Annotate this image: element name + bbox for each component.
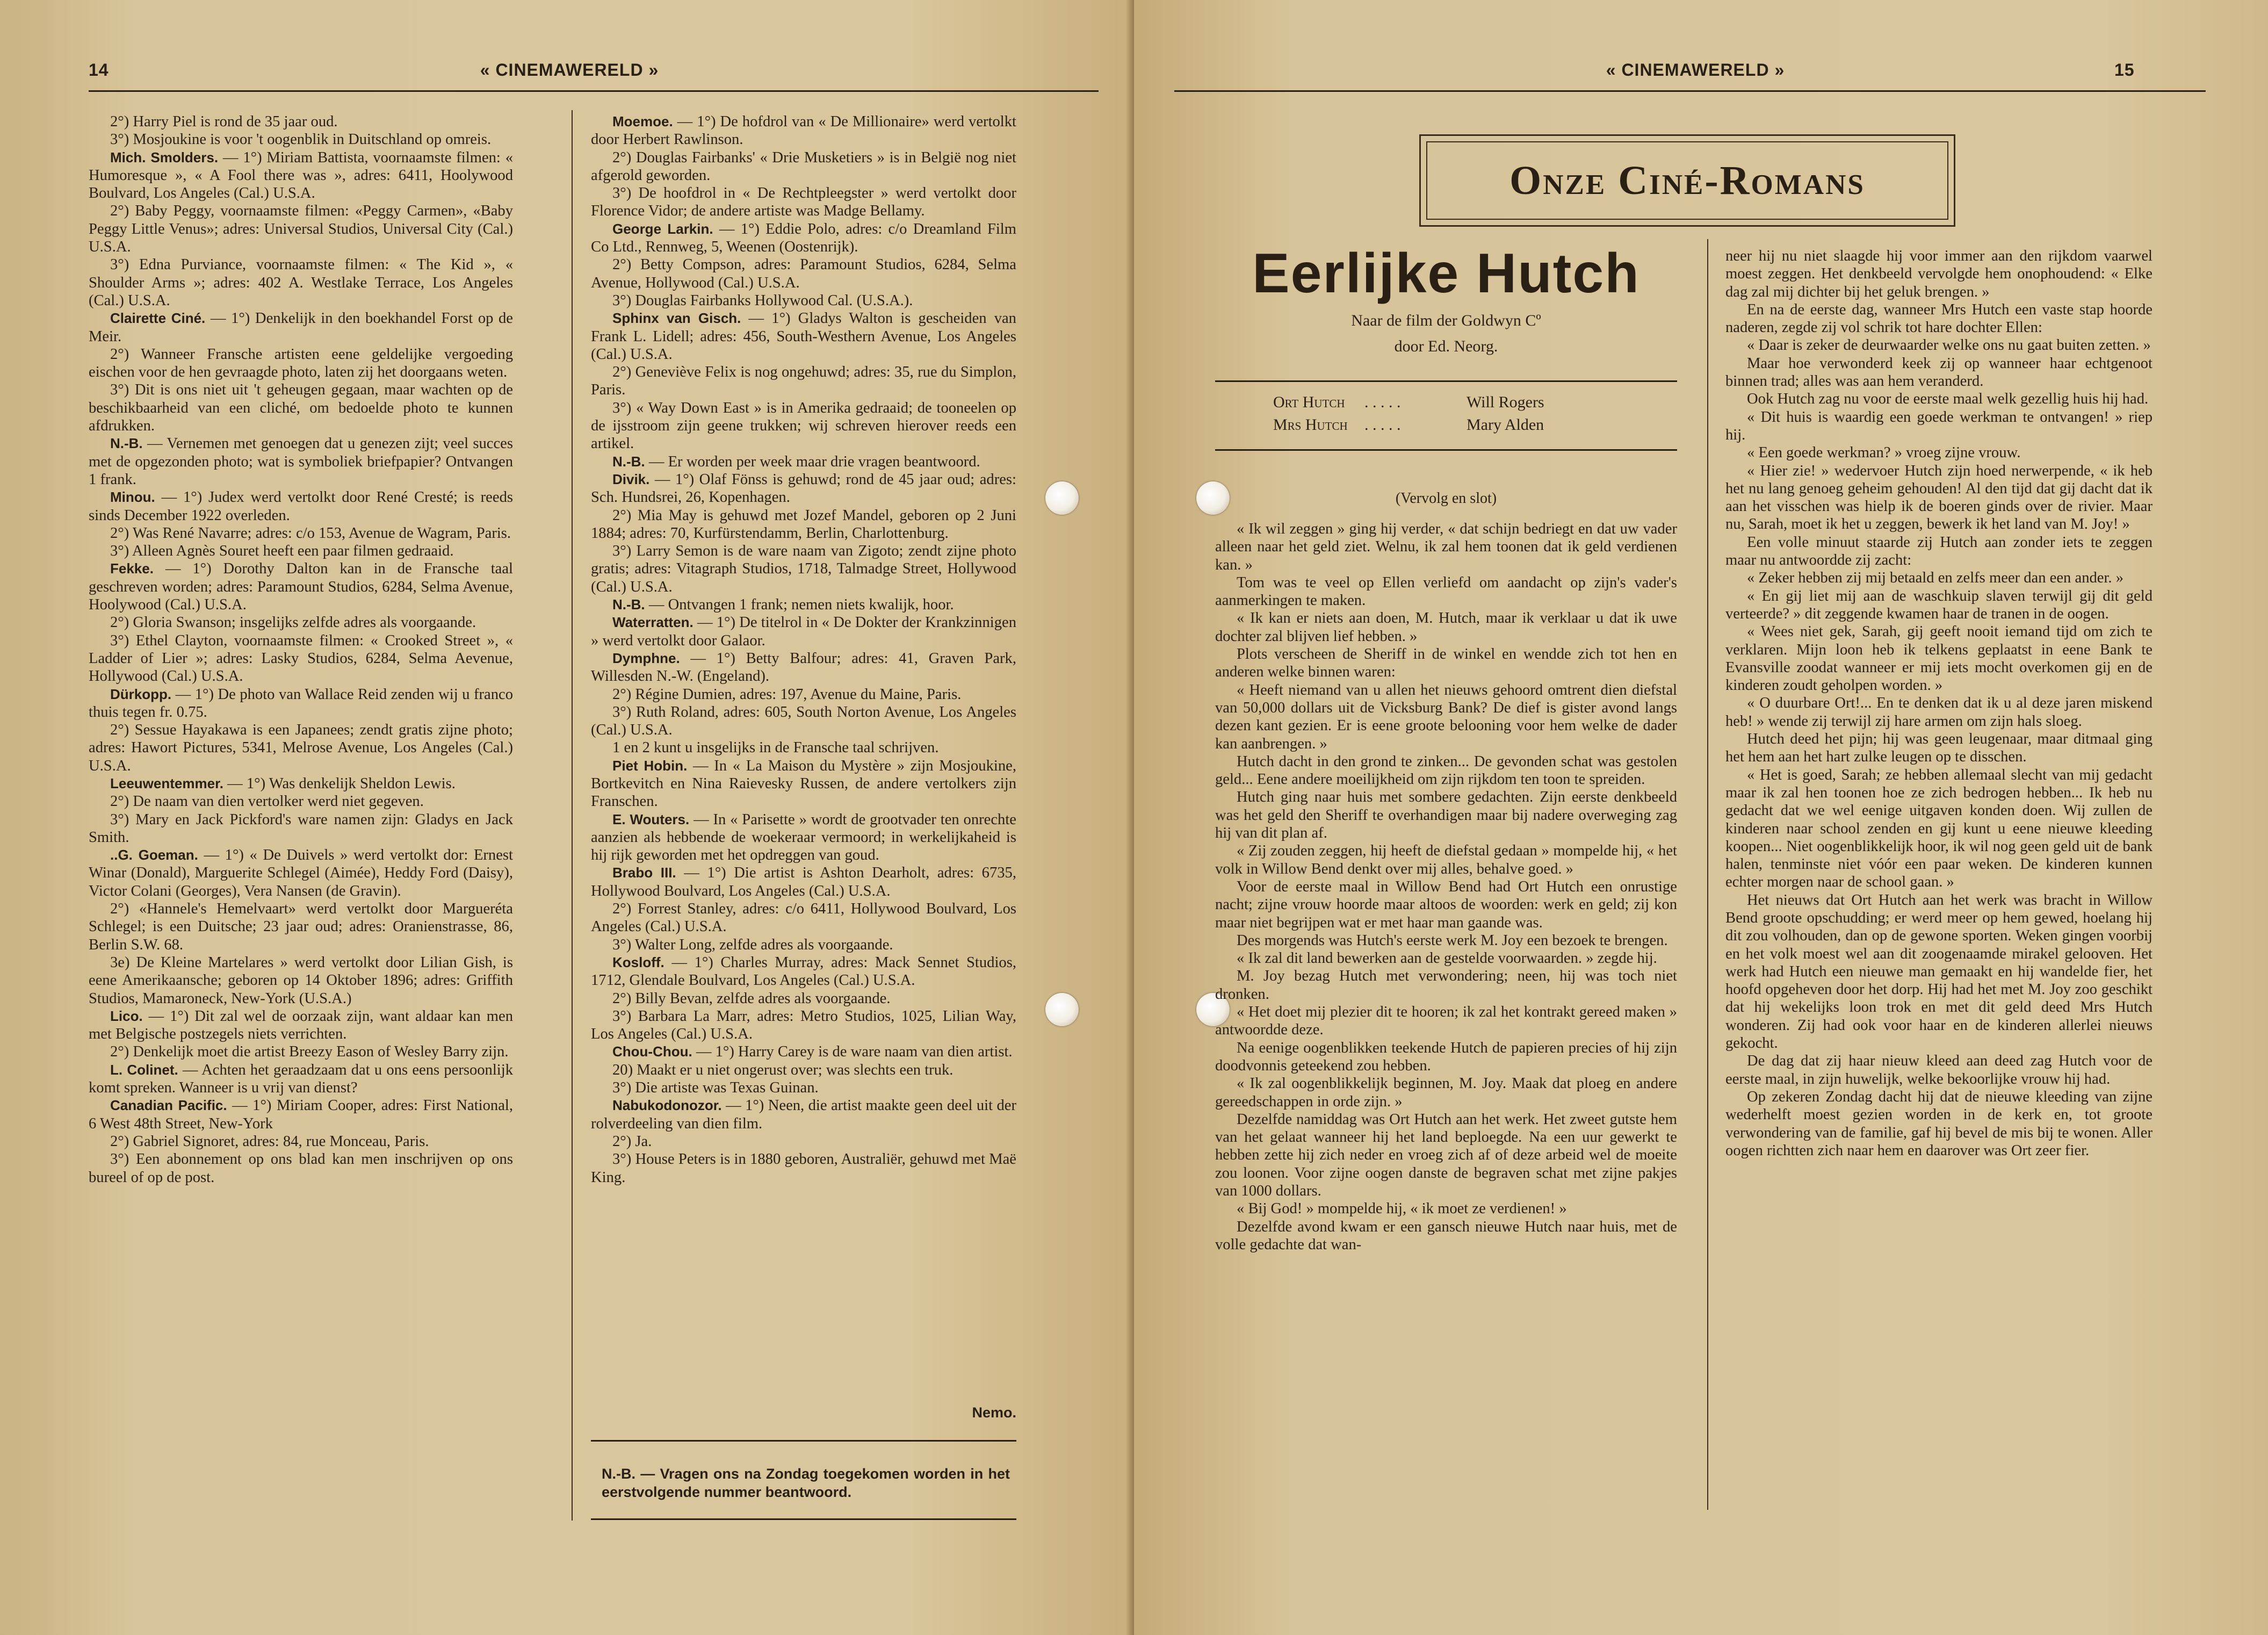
paragraph: Lico. — 1°) Dit zal wel de oorzaak zijn, want aldaar kan men met Belgische postzegels niets verrichten.	[89, 1007, 513, 1043]
paragraph: L. Colinet. — Achten het geraadzaam dat u ons eens persoonlijk komt spreken. Wanneer is u vrij van dienst?	[89, 1061, 513, 1097]
answers-column-1	[89, 113, 513, 1186]
paragraph: 2°) Geneviève Felix is nog ongehuwd; adres: 35, rue du Simplon, Paris.	[591, 364, 1016, 399]
punch-hole	[1045, 993, 1079, 1026]
paragraph: 3°) De hoofdrol in « De Rechtpleegster » werd vertolkt door Florence Vidor; de andere artiste was Madge Bellamy.	[591, 185, 1016, 220]
paragraph: Des morgends was Hutch's eerste werk M. Joy een bezoek te brengen.	[1237, 932, 1668, 949]
paragraph: Fekke. — 1°) Dorothy Dalton kan in de Fransche taal geschreven worden; adres: Paramount Studios, 6284, Selma Avenue, Hoolywood (Cal.) U.S.A.	[89, 560, 513, 614]
paragraph: « Hier zie! » wedervoer Hutch zijn hoed nerwerpende, « ik heb het nu lang genoeg geheim gehouden! Al den tijd dat gij dacht dat ik aan het visschen was hielp ik de boeren ginds over de rivier. Maar nu, Sarah, moet ik het u zeggen, bewerk ik het land van M. Joy! »	[1725, 462, 2153, 533]
vervolg-label: (Vervolg en slot)	[1395, 490, 1497, 507]
paragraph: 3°) Een abonnement op ons blad kan men inschrijven op ons bureel of op de post.	[89, 1151, 513, 1186]
paragraph: Op zekeren Zondag dacht hij dat de nieuwe kleeding van zijne wederhelft moest gezien worden in de kerk en, tot groote verwondering van de familie, gaf hij bevel de mis bij te wonen. Aller oogen richtten zich naar hem en daarover was Ort zeer fier.	[1725, 1088, 2153, 1159]
paragraph: 2°) Gabriel Signoret, adres: 84, rue Monceau, Paris.	[110, 1133, 429, 1150]
paragraph: Divik. — 1°) Olaf Fönss is gehuwd; rond de 45 jaar oud; adres: Sch. Hundsrei, 26, Kopenhagen.	[591, 471, 1016, 506]
cast-actor: Mary Alden	[1467, 416, 1544, 434]
note-rule-bottom	[591, 1518, 1016, 1520]
cast-row	[1273, 414, 1628, 436]
paragraph: Hutch ging naar huis met sombere gedachten. Zijn eerste denkbeeld was het geld den Sheriff te overhandigen maar bij nadere overweging zag hij van dit plan af.	[1215, 789, 1677, 842]
paragraph: Brabo III. — 1°) Die artist is Ashton Dearholt, adres: 6735, Hollywood Boulvard, Los Angeles (Cal.) U.S.A.	[591, 865, 1016, 899]
paragraph: « Daar is zeker de deurwaarder welke ons nu gaat buiten zetten. »	[1747, 337, 2151, 354]
paragraph: « Zij zouden zeggen, hij heeft de diefstal gedaan » mompelde hij, « het volk in Willow Bend denkt over mij alles, behalve goed. »	[1215, 842, 1677, 877]
note-rule-top	[591, 1440, 1016, 1442]
paragraph: 3°) Barbara La Marr, adres: Metro Studios, 1025, Lilian Way, Los Angeles (Cal.) U.S.A.	[591, 1007, 1016, 1043]
paragraph: 2°) Billy Bevan, zelfde adres als voorgaande.	[612, 990, 891, 1007]
running-header-right: « CINEMAWERELD »	[1606, 60, 1785, 80]
paragraph: 3°) Edna Purviance, voornaamste filmen: « The Kid », « Shoulder Arms »; adres: 402 A. Westlake Terrace, Los Angeles (Cal.) U.S.A.	[89, 256, 513, 309]
paragraph: « O duurbare Ort!... En te denken dat ik u al deze jaren miskend heb! » wende zij terwijl zij hare armen om zijn hals sloeg.	[1725, 695, 2153, 730]
paragraph: « Het doet mij plezier dit te hooren; ik zal het kontrakt gereed maken » antwoordde deze.	[1215, 1004, 1677, 1039]
paragraph: 3°) « Way Down East » is in Amerika gedraaid; de tooneelen op de ijsstroom zijn geene trukken; wij schreven hierover reeds een artikel.	[591, 399, 1016, 452]
paragraph: 2°) De naam van dien vertolker werd niet gegeven.	[110, 793, 424, 810]
paragraph: 3°) Alleen Agnès Souret heeft een paar filmen gedraaid.	[110, 543, 454, 560]
cast-role: Mrs Hutch	[1273, 416, 1348, 434]
paragraph: Sphinx van Gisch. — 1°) Gladys Walton is gescheiden van Frank L. Lidell; adres: 456, South-Westhern Avenue, Los Angeles (Cal.) U.S.A.	[591, 310, 1016, 363]
paragraph: Na eenige oogenblikken teekende Hutch de papieren precies of hij zijn doodvonnis geteekend zou hebben.	[1215, 1039, 1677, 1074]
paragraph: Hutch dacht in den grond te zinken... De gevonden schat was gestolen geld... Eene andere moeilijkheid om zijn rijkdom ten toon te spreiden.	[1215, 753, 1677, 788]
editor-note: N.-B. — Vragen ons na Zondag toegekomen worden in het eerstvolgende nummer beantwoord.	[602, 1466, 1010, 1500]
paragraph: 2°) Sessue Hayakawa is een Japanees; zendt gratis zijne photo; adres: Hawort Pictures, 5341, Melrose Avenue, Los Angeles (Cal.) U.S.A.	[89, 722, 513, 774]
cast-dots: . . . . .	[1364, 416, 1401, 434]
paragraph: N.-B. — Vernemen met genoegen dat u genezen zijt; veel succes met de opgezonden photo; wat is symboliek briefpapier? Ontvangen 1 frank.	[89, 435, 513, 488]
paragraph: Piet Hobin. — In « La Maison du Mystère » zijn Mosjoukine, Bortkevitch en Nina Raievesky Russen, de andere vertolkers zijn Franschen.	[591, 757, 1016, 810]
header-rule-left	[89, 90, 1099, 92]
paragraph: 3°) Ruth Roland, adres: 605, South Norton Avenue, Los Angeles (Cal.) U.S.A.	[591, 703, 1016, 739]
series-title: Onze Ciné-Romans	[1426, 141, 1948, 220]
cast-list	[1273, 391, 1628, 436]
paragraph: Kosloff. — 1°) Charles Murray, adres: Mack Sennet Studios, 1712, Glendale Boulvard, Los Angeles (Cal.) U.S.A.	[591, 954, 1016, 989]
cast-actor: Will Rogers	[1467, 393, 1544, 411]
paragraph: 3°) Dit is ons niet uit 't geheugen gegaan, maar wachten op de beschikbaarheid van een cliché, om bedoelde photo te kunnen afdrukken.	[89, 381, 513, 435]
paragraph: 2°) Baby Peggy, voornaamste filmen: «Peggy Carmen», «Baby Peggy Little Venus»; adres: Universal Studios, Universal City (Cal.) U.S.A.	[89, 203, 513, 256]
paragraph: Voor de eerste maal in Willow Bend had Ort Hutch een onrustige nacht; zijne vrouw hoorde maar altoos de woorden: werk en geld; zij kon maar niet begrijpen wat er met haar man gaande was.	[1215, 878, 1677, 931]
paragraph: ..G. Goeman. — 1°) « De Duivels » werd vertolkt dor: Ernest Winar (Donald), Marguerite Schlegel (Aimée), Heddy Ford (Daisy), Victor Colani (Georges), Vera Nansen (de Gravin).	[89, 847, 513, 899]
paragraph: « Een goede werkman? » vroeg zijne vrouw.	[1747, 444, 2021, 462]
paragraph: 3°) Walter Long, zelfde adres als voorgaande.	[612, 936, 893, 953]
paragraph: « Het is goed, Sarah; ze hebben allemaal slecht van mij gedacht maar ik zal hen toonen hoe ze zich bedrogen hebben... Ik heb nu gedacht dat we wel eenige uitgaven konden doen. Wij zullen de kinderen naar school zenden en gij kunt u eene nieuwe kleeding koopen... Niet oogenblikkelijk hoor, ik wil nog geen geld uit de bank halen, tenminste niet vóór een paar weken. De kinderen kunnen echter morgen naar de school gaan. »	[1725, 766, 2153, 891]
paragraph: « En gij liet mij aan de waschkuip slaven terwijl gij dit geld verteerde? » dit zeggende kwamen haar de tranen in de oogen.	[1725, 587, 2153, 622]
paragraph: E. Wouters. — In « Parisette » wordt de grootvader ten onrechte aanzien als hebbende de woekeraar vermoord; in werkelijkaheid is hij rijk geworden met het opdreggen van goud.	[591, 811, 1016, 864]
paragraph: Chou-Chou. — 1°) Harry Carey is de ware naam van dien artist.	[612, 1043, 1013, 1061]
paragraph: Clairette Ciné. — 1°) Denkelijk in den boekhandel Forst op de Meir.	[89, 310, 513, 345]
paragraph: N.-B. — Ontvangen 1 frank; nemen niets kwalijk, hoor.	[612, 596, 954, 614]
paragraph: Hutch deed het pijn; hij was geen leugenaar, maar ditmaal ging het hem aan het hart zulke leugen op te disschen.	[1725, 731, 2153, 766]
cast-rule-top	[1215, 380, 1677, 382]
paragraph: Nabukodonozor. — 1°) Neen, die artist maakte geen deel uit der rolverdeeling van dien film.	[591, 1097, 1016, 1132]
paragraph: Dymphne. — 1°) Betty Balfour; adres: 41, Graven Park, Willesden N.-W. (Engeland).	[591, 650, 1016, 685]
paragraph: Maar hoe verwonderd keek zij op wanneer haar echtgenoot binnen trad; alles was aan hem veranderd.	[1725, 355, 2153, 390]
signature: Nemo.	[972, 1404, 1016, 1421]
paragraph: 2°) Ja.	[612, 1133, 652, 1150]
page-number-left: 14	[89, 60, 109, 80]
paragraph: 2°) «Hannele's Hemelvaart» werd vertolkt door Margueréta Schlegel; is een Duitsche; 23 jaar oud; adres: Oranienstrasse, 86, Berlin S.W. 68.	[89, 901, 513, 953]
paragraph: 3°) Douglas Fairbanks Hollywood Cal. (U.S.A.).	[612, 292, 913, 309]
paragraph: 3°) Mosjoukine is voor 't oogenblik in Duitschland op omreis.	[110, 131, 492, 148]
running-header-left: « CINEMAWERELD »	[480, 60, 659, 80]
credit-film: Naar de film der Goldwyn Cº	[1351, 312, 1541, 329]
paragraph: Dezelfde avond kwam er een gansch nieuwe Hutch naar huis, met de volle gedachte dat wan-	[1215, 1218, 1677, 1253]
paragraph: 3°) Larry Semon is de ware naam van Zigoto; zendt zijne photo gratis; adres: Vitagraph Studios, 1718, Talmadge Street, Hollywood (Cal.) U.S.A.	[591, 543, 1016, 595]
header-rule-right	[1174, 90, 2206, 92]
paragraph: 2°) Wanneer Fransche artisten eene geldelijke vergoeding eischen voor de hen gevraagde photo, laten zij het doorgaans weten.	[89, 345, 513, 381]
cast-row	[1273, 391, 1628, 414]
paragraph: Dezelfde namiddag was Ort Hutch aan het werk. Het zweet gutste hem van het gelaat wanneer hij het land beploegde. Na een uur gewerkt te hebben zette hij zich neder en vroeg zich af of deze arbeid wel de moeite zou loonen. Voor zijne oogen danste de begraven schat met zijne pakjes van 1000 dollars.	[1215, 1111, 1677, 1199]
page-number-right: 15	[2114, 60, 2135, 80]
paragraph: 2°) Was René Navarre; adres: c/o 153, Avenue de Wagram, Paris.	[110, 524, 511, 542]
paragraph: 2°) Douglas Fairbanks' « Drie Musketiers » is in België nog niet afgerold geworden.	[591, 149, 1016, 184]
paragraph: 3°) Mary en Jack Pickford's ware namen zijn: Gladys en Jack Smith.	[89, 811, 513, 846]
paragraph: M. Joy bezag Hutch met verwondering; neen, hij was toch niet dronken.	[1215, 968, 1677, 1003]
cast-rule-bottom	[1215, 449, 1677, 451]
column-divider-left	[572, 110, 573, 1521]
paragraph: 3°) Ethel Clayton, voornaamste filmen: « Crooked Street », « Ladder of Lier »; adres: Lasky Studios, 6284, Selma Aevenue, Hollywood (Cal.) U.S.A.	[89, 632, 513, 685]
paragraph: 2°) Forrest Stanley, adres: c/o 6411, Hollywood Boulvard, Los Angeles (Cal.) U.S.A.	[591, 901, 1016, 935]
story-title: Eerlijke Hutch	[1252, 242, 1640, 305]
paragraph: Een volle minuut staarde zij Hutch aan zonder iets te zeggen maar nu antwoordde zij zacht:	[1725, 534, 2153, 569]
paragraph: Het nieuws dat Ort Hutch aan het werk was bracht in Willow Bend groote opschudding; er werd meer op hem gewed, hoelang hij dit zou volhouden, dan op de gewone sporten. Weken gingen voorbij en het volk moest wel aan dit zoogenaamde mirakel gelooven. Het werk had Hutch een nieuwe man gemaakt en hij wandelde fier, het hoofd opgeheven door het dorp. Hij had het met M. Joy zoo geschikt dat hij wekelijks loon trok en met dit geld deed Mrs Hutch wonderen. Zij had ook voor haar en de kinderen allerlei nieuws gekocht.	[1725, 891, 2153, 1052]
answers-column-2	[591, 113, 1016, 1186]
paragraph: Moemoe. — 1°) De hofdrol van « De Millionaire» werd vertolkt door Herbert Rawlinson.	[591, 113, 1016, 148]
paragraph: Mich. Smolders. — 1°) Miriam Battista, voornaamste filmen: « Humoresque », « A Fool there was », adres: 6411, Hoolywood Boulvard, Los Angeles (Cal.) U.S.A.	[89, 149, 514, 202]
paragraph: « Bij God! » mompelde hij, « ik moet ze verdienen! »	[1237, 1200, 1567, 1218]
column-divider-right	[1707, 239, 1708, 1510]
paragraph: 2°) Régine Dumien, adres: 197, Avenue du Maine, Paris.	[612, 686, 962, 703]
story-column-1	[1215, 520, 1677, 1254]
paragraph: « Dit huis is waardig een goede werkman te ontvangen! » riep hij.	[1725, 408, 2153, 443]
series-title-box	[1419, 134, 1955, 227]
paragraph: En na de eerste dag, wanneer Mrs Hutch een vaste stap hoorde naderen, zegde zij vol schrik tot hare dochter Ellen:	[1725, 301, 2153, 336]
paragraph: N.-B. — Er worden per week maar drie vragen beantwoord.	[612, 453, 980, 470]
paragraph: 3°) Die artiste was Texas Guinan.	[612, 1079, 819, 1097]
paragraph: Tom was te veel op Ellen verliefd om aandacht op zijn's vader's aanmerkingen te maken.	[1215, 574, 1677, 609]
paragraph: 3°) House Peters is in 1880 geboren, Australiër, gehuwd met Maë King.	[591, 1151, 1016, 1186]
cast-dots: . . . . .	[1364, 393, 1401, 411]
paragraph: « Heeft niemand van u allen het nieuws gehoord omtrent dien diefstal van 50,000 dollars uit de Vicksburg Bank? De dief is gister avond langs dezen kant gezien. Er is eene groote belooning voor hem welke de dader kan aanbrengen. »	[1215, 681, 1677, 752]
credit-author: door Ed. Neorg.	[1394, 337, 1498, 355]
paragraph: 1 en 2 kunt u insgelijks in de Fransche taal schrijven.	[612, 739, 939, 757]
paragraph: 2°) Betty Compson, adres: Paramount Studios, 6284, Selma Avenue, Hollywood (Cal.) U.S.A.	[591, 256, 1016, 291]
paragraph: « Wees niet gek, Sarah, gij geeft nooit iemand tijd om zich te verklaren. Mijn loon heb ik telkens geplaatst in eene Bank te Evansville zoodat wanneer er mij iets mocht overkomen gij en de kinderen zoudt geholpen worden. »	[1725, 623, 2153, 694]
paragraph: 2°) Gloria Swanson; insgelijks zelfde adres als voorgaande.	[110, 614, 476, 631]
story-column-2	[1725, 247, 2153, 1159]
paragraph: 2°) Harry Piel is rond de 35 jaar oud.	[110, 113, 338, 130]
paragraph: « Ik wil zeggen » ging hij verder, « dat schijn bedriegt en dat uw vader alleen naar het geld ziet. Welnu, ik zal hem toonen dat ik geld verdienen kan. »	[1215, 521, 1677, 573]
paragraph: Waterratten. — 1°) De titelrol in « De Dokter der Krankzinnigen » werd vertolkt door Galaor.	[591, 614, 1016, 649]
cast-role: Ort Hutch	[1273, 393, 1345, 411]
paragraph: 20) Maakt er u niet ongerust over; was slechts een truk.	[612, 1061, 954, 1078]
paragraph: 2°) Denkelijk moet die artist Breezy Eason of Wesley Barry zijn.	[110, 1043, 509, 1061]
paragraph: Plots verscheen de Sheriff in de winkel en wendde zich tot hen en anderen welke binnen waren:	[1215, 646, 1677, 681]
paragraph: neer hij nu niet slaagde hij voor immer aan den rijkdom vaarwel moest zeggen. Het denkbeeld vervolgde hem onophoudend: « Elke dag zal mij dichter bij het geluk brengen. »	[1725, 248, 2153, 300]
paragraph: Leeuwentemmer. — 1°) Was denkelijk Sheldon Lewis.	[110, 775, 456, 792]
paragraph: Canadian Pacific. — 1°) Miriam Cooper, adres: First National, 6 West 48th Street, New-York	[89, 1097, 513, 1132]
paragraph: « Zeker hebben zij mij betaald en zelfs meer dan een ander. »	[1747, 570, 2124, 587]
paragraph: Minou. — 1°) Judex werd vertolkt door René Cresté; is reeds sinds December 1922 overleden.	[89, 489, 513, 524]
paragraph: 3e) De Kleine Martelares » werd vertolkt door Lilian Gish, is eene Amerikaansche; geboren op 14 Oktober 1896; adres: Griffith Studios, Mamaroneck, New-York (U.S.A.)	[89, 954, 513, 1007]
paragraph: De dag dat zij haar nieuw kleed aan deed zag Hutch voor de eerste maal, in zijn huwelijk, welke bekoorlijke vrouw hij had.	[1725, 1053, 2153, 1087]
paragraph: « Ik kan er niets aan doen, M. Hutch, maar ik verklaar u dat ik uwe dochter zal blijven lief hebben. »	[1215, 610, 1677, 645]
paragraph: « Ik zal oogenblikkelijk beginnen, M. Joy. Maak dat ploeg en andere gereedschappen in orde zijn. »	[1215, 1075, 1677, 1110]
paragraph: « Ik zal dit land bewerken aan de gestelde voorwaarden. » zegde hij.	[1237, 950, 1657, 967]
paragraph: Dürkopp. — 1°) De photo van Wallace Reid zenden wij u franco thuis tegen fr. 0.75.	[89, 686, 513, 721]
paragraph: George Larkin. — 1°) Eddie Polo, adres: c/o Dreamland Film Co Ltd., Rennweg, 5, Weenen (Oostenrijk).	[591, 220, 1016, 256]
paragraph: 2°) Mia May is gehuwd met Jozef Mandel, geboren op 2 Juni 1884; adres: 70, Kurfürstendamm, Berlin, Charlottenburg.	[591, 507, 1016, 542]
paragraph: Ook Hutch zag nu voor de eerste maal welk gezellig huis hij had.	[1747, 391, 2149, 408]
punch-hole	[1045, 481, 1079, 515]
